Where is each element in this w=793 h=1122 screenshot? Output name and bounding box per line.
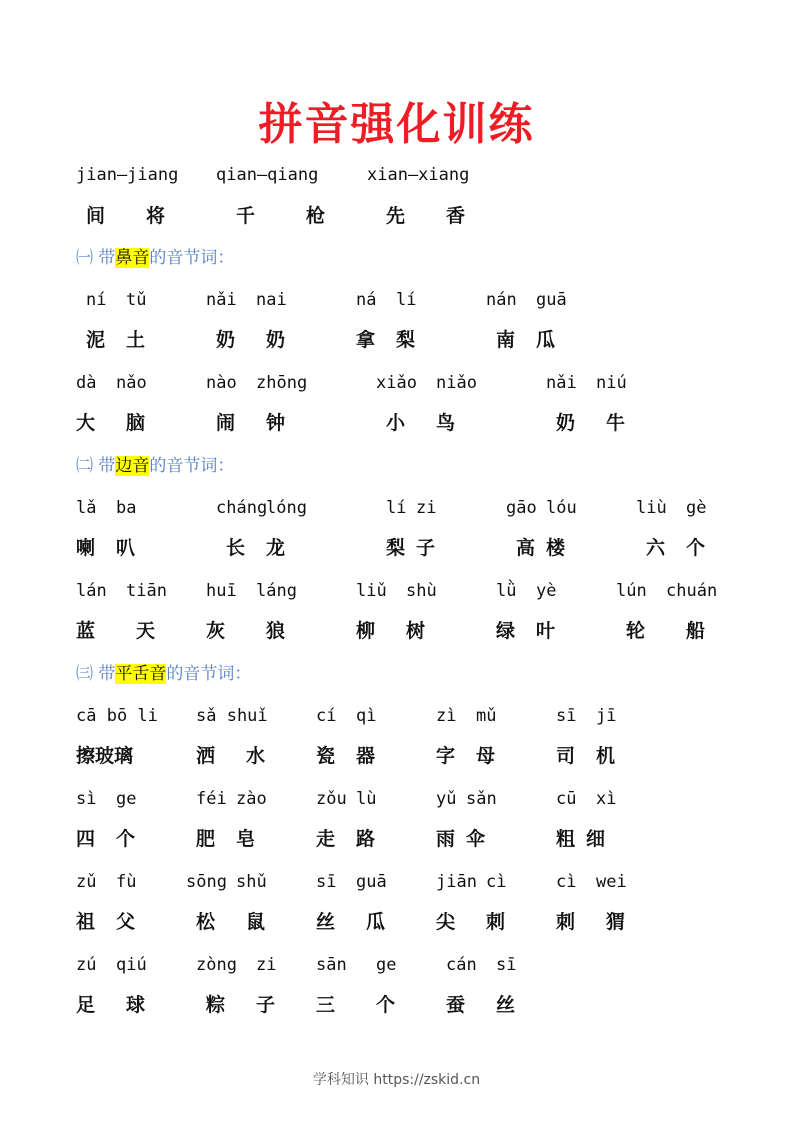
pinyin-cell: ge (116, 789, 137, 809)
pinyin-cell: lóng (266, 498, 307, 518)
hanzi-cell: 子 (256, 994, 276, 1016)
pinyin-row (0, 951, 793, 979)
intro-hanzi: 间 (86, 205, 106, 227)
pinyin-cell: zi (416, 498, 437, 518)
hanzi-row (0, 991, 793, 1019)
pinyin-cell: xiǎo (376, 373, 417, 393)
pinyin-cell: nǎo (116, 373, 147, 393)
pinyin-row (0, 369, 793, 397)
hanzi-cell: 高 (516, 537, 536, 559)
hanzi-cell: 轮 (626, 620, 646, 642)
pinyin-cell: gè (686, 498, 707, 518)
pinyin-cell: zào (236, 789, 267, 809)
hanzi-cell: 肥 (196, 828, 216, 850)
hanzi-cell: 闹 (216, 412, 236, 434)
pinyin-cell: qì (356, 706, 377, 726)
intro-hanzi-row (0, 202, 793, 230)
hanzi-cell: 树 (406, 620, 426, 642)
pinyin-cell: mǔ (476, 706, 497, 726)
hanzi-cell: 鸟 (436, 412, 456, 434)
intro-pinyin: xian—xiang (367, 165, 470, 185)
pinyin-cell: lǎ (76, 498, 97, 518)
pinyin-cell: cháng (216, 498, 268, 518)
hanzi-cell: 鼠 (246, 911, 266, 933)
pinyin-cell: guā (536, 290, 567, 310)
pinyin-cell: gāo (506, 498, 537, 518)
hanzi-cell: 尖 (436, 911, 456, 933)
pinyin-cell: chuán (666, 581, 718, 601)
hanzi-cell: 牛 (606, 412, 626, 434)
pinyin-cell: ge (376, 955, 397, 975)
hanzi-cell: 字 (436, 745, 456, 767)
hanzi-cell: 足 (76, 994, 96, 1016)
hanzi-cell: 大 (76, 412, 96, 434)
hanzi-cell: 猬 (606, 911, 626, 933)
pinyin-cell: ná (356, 290, 377, 310)
pinyin-row (0, 286, 793, 314)
hanzi-cell: 蓝 (76, 620, 96, 642)
pinyin-row (0, 868, 793, 896)
hanzi-cell: 龙 (266, 537, 286, 559)
hanzi-cell: 伞 (466, 828, 486, 850)
pinyin-cell: nai (256, 290, 287, 310)
pinyin-cell: láng (256, 581, 297, 601)
hanzi-cell: 洒 (196, 745, 216, 767)
pinyin-cell: cí (316, 706, 337, 726)
hanzi-cell: 奶 (216, 329, 236, 351)
hanzi-cell: 粽 (206, 994, 226, 1016)
pinyin-cell: lǜ (496, 581, 517, 601)
pinyin-cell: qiú (116, 955, 147, 975)
pinyin-cell: cì (556, 872, 577, 892)
pinyin-cell: huī (206, 581, 237, 601)
pinyin-cell: sōng (186, 872, 227, 892)
hanzi-cell: 雨 (436, 828, 456, 850)
section-highlight: 边音 (115, 456, 150, 476)
hanzi-cell: 天 (136, 620, 156, 642)
pinyin-cell: nǎi (546, 373, 577, 393)
pinyin-cell: sī (496, 955, 517, 975)
hanzi-cell: 拿 (356, 329, 376, 351)
pinyin-cell: lóu (546, 498, 577, 518)
hanzi-cell: 奶 (266, 329, 286, 351)
pinyin-cell: wei (596, 872, 627, 892)
hanzi-cell: 细 (586, 828, 606, 850)
pinyin-cell: zì (436, 706, 457, 726)
pinyin-cell: ba (116, 498, 137, 518)
pinyin-cell: niǎo (436, 373, 477, 393)
hanzi-cell: 长 (226, 537, 246, 559)
section-prefix: ㈢ 带 (76, 664, 116, 684)
hanzi-cell: 土 (126, 329, 146, 351)
hanzi-cell: 脑 (126, 412, 146, 434)
section-suffix: 的音节词： (166, 664, 252, 684)
hanzi-cell: 狼 (266, 620, 286, 642)
hanzi-cell: 六 (646, 537, 666, 559)
hanzi-cell: 父 (116, 911, 136, 933)
pinyin-cell: nào (206, 373, 237, 393)
section-heading (76, 452, 234, 480)
hanzi-row (0, 908, 793, 936)
hanzi-row (0, 409, 793, 437)
hanzi-cell: 粗 (556, 828, 576, 850)
pinyin-cell: zòng (196, 955, 237, 975)
pinyin-cell: sī (316, 872, 337, 892)
pinyin-cell: zǔ (76, 872, 97, 892)
pinyin-row (0, 702, 793, 730)
pinyin-cell: zú (76, 955, 97, 975)
hanzi-cell: 钟 (266, 412, 286, 434)
pinyin-cell: jī (596, 706, 617, 726)
hanzi-row (0, 326, 793, 354)
section-highlight: 平舌音 (115, 664, 167, 684)
pinyin-cell: zi (256, 955, 277, 975)
pinyin-cell: sǎn (466, 789, 497, 809)
hanzi-cell: 水 (246, 745, 266, 767)
section-heading (76, 244, 234, 272)
pinyin-cell: cā bō li (76, 706, 158, 726)
pinyin-cell: guā (356, 872, 387, 892)
hanzi-cell: 个 (376, 994, 396, 1016)
pinyin-cell: jiān (436, 872, 477, 892)
intro-hanzi: 将 (146, 205, 166, 227)
footer-source: 学科知识 https://zskid.cn (312, 1072, 481, 1088)
hanzi-row (0, 742, 793, 770)
pinyin-row (0, 577, 793, 605)
section-suffix: 的音节词： (149, 456, 235, 476)
pinyin-cell: liù (636, 498, 667, 518)
hanzi-cell: 个 (686, 537, 706, 559)
hanzi-cell: 瓷 (316, 745, 336, 767)
hanzi-cell: 祖 (76, 911, 96, 933)
hanzi-cell: 柳 (356, 620, 376, 642)
section-highlight: 鼻音 (115, 248, 150, 268)
hanzi-cell: 松 (196, 911, 216, 933)
hanzi-cell: 船 (686, 620, 706, 642)
hanzi-row (0, 825, 793, 853)
hanzi-cell: 灰 (206, 620, 226, 642)
hanzi-cell: 瓜 (536, 329, 556, 351)
hanzi-cell: 三 (316, 994, 336, 1016)
section-suffix: 的音节词： (149, 248, 235, 268)
intro-hanzi: 香 (446, 205, 466, 227)
pinyin-cell: tǔ (126, 290, 147, 310)
hanzi-cell: 擦玻璃 (76, 745, 134, 767)
hanzi-cell: 四 (76, 828, 96, 850)
hanzi-cell: 丝 (496, 994, 516, 1016)
pinyin-cell: lù (356, 789, 377, 809)
pinyin-cell: nǎi (206, 290, 237, 310)
pinyin-cell: cán (446, 955, 477, 975)
pinyin-cell: yǔ (436, 789, 457, 809)
hanzi-cell: 叭 (116, 537, 136, 559)
pinyin-cell: lán (76, 581, 107, 601)
pinyin-cell: sān (316, 955, 347, 975)
hanzi-cell: 梨 (396, 329, 416, 351)
hanzi-cell: 蚕 (446, 994, 466, 1016)
section-heading (76, 660, 251, 688)
pinyin-cell: shù (406, 581, 437, 601)
hanzi-cell: 刺 (556, 911, 576, 933)
section-prefix: ㈠ 带 (76, 248, 116, 268)
hanzi-cell: 司 (556, 745, 576, 767)
pinyin-cell: liǔ (356, 581, 387, 601)
pinyin-cell: ní (86, 290, 107, 310)
hanzi-cell: 泥 (86, 329, 106, 351)
intro-hanzi: 枪 (306, 205, 326, 227)
hanzi-cell: 叶 (536, 620, 556, 642)
intro-pinyin-row (0, 161, 793, 189)
hanzi-cell: 球 (126, 994, 146, 1016)
intro-pinyin: jian—jiang (76, 165, 179, 185)
pinyin-cell: cū (556, 789, 577, 809)
section-prefix: ㈡ 带 (76, 456, 116, 476)
pinyin-cell: shǔ (236, 872, 267, 892)
hanzi-cell: 子 (416, 537, 436, 559)
pinyin-cell: tiān (126, 581, 167, 601)
pinyin-cell: zhōng (256, 373, 308, 393)
hanzi-cell: 丝 (316, 911, 336, 933)
pinyin-cell: dà (76, 373, 97, 393)
hanzi-cell: 刺 (486, 911, 506, 933)
pinyin-cell: fù (116, 872, 137, 892)
hanzi-cell: 机 (596, 745, 616, 767)
pinyin-cell: niú (596, 373, 627, 393)
pinyin-cell: sǎ shuǐ (196, 706, 268, 726)
pinyin-cell: sī (556, 706, 577, 726)
hanzi-cell: 路 (356, 828, 376, 850)
pinyin-row (0, 494, 793, 522)
hanzi-cell: 梨 (386, 537, 406, 559)
hanzi-cell: 奶 (556, 412, 576, 434)
hanzi-cell: 南 (496, 329, 516, 351)
pinyin-row (0, 785, 793, 813)
hanzi-cell: 喇 (76, 537, 96, 559)
pinyin-cell: xì (596, 789, 617, 809)
hanzi-cell: 楼 (546, 537, 566, 559)
pinyin-cell: lí (396, 290, 417, 310)
hanzi-cell: 个 (116, 828, 136, 850)
hanzi-cell: 器 (356, 745, 376, 767)
hanzi-cell: 瓜 (366, 911, 386, 933)
pinyin-cell: sì (76, 789, 97, 809)
intro-hanzi: 先 (386, 205, 406, 227)
hanzi-cell: 母 (476, 745, 496, 767)
pinyin-cell: nán (486, 290, 517, 310)
intro-pinyin: qian—qiang (216, 165, 319, 185)
hanzi-row (0, 534, 793, 562)
pinyin-cell: lún (616, 581, 647, 601)
pinyin-cell: féi (196, 789, 227, 809)
pinyin-cell: zǒu (316, 789, 347, 809)
pinyin-cell: cì (486, 872, 507, 892)
page-title: 拼音强化训练 (258, 99, 535, 150)
hanzi-cell: 皂 (236, 828, 256, 850)
hanzi-cell: 绿 (496, 620, 516, 642)
hanzi-row (0, 617, 793, 645)
pinyin-cell: yè (536, 581, 557, 601)
intro-hanzi: 千 (236, 205, 256, 227)
hanzi-cell: 小 (386, 412, 406, 434)
pinyin-cell: lí (386, 498, 407, 518)
hanzi-cell: 走 (316, 828, 336, 850)
